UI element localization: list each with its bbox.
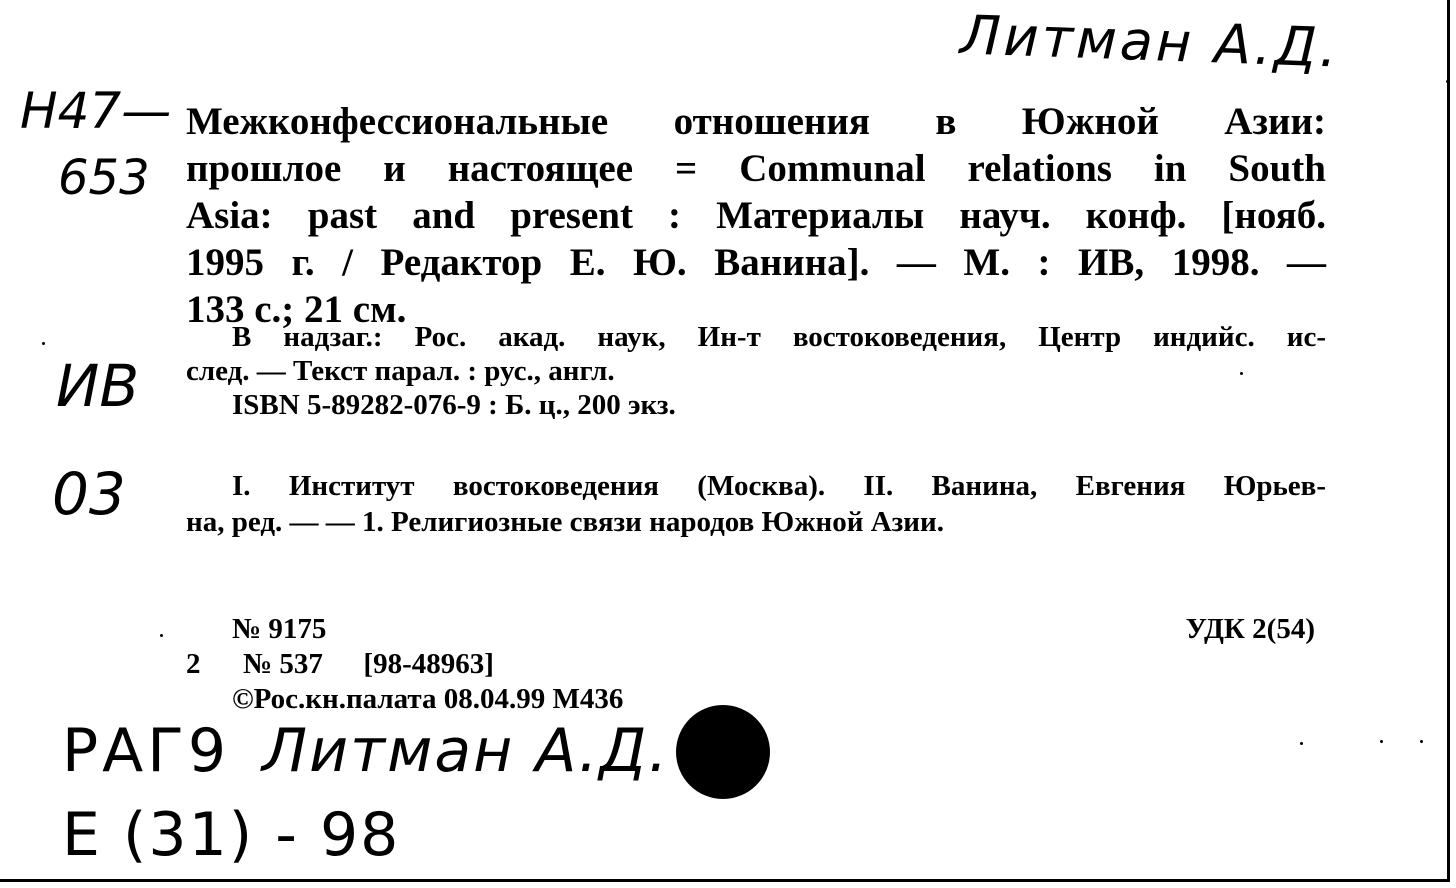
number-1: № 9175 xyxy=(232,613,327,645)
scan-speck xyxy=(160,634,163,637)
record-notes xyxy=(186,320,1326,422)
record-title xyxy=(186,98,1326,333)
title-line: 133 с.; 21 см. xyxy=(186,288,407,331)
scan-speck xyxy=(1446,80,1449,83)
registration-number: [98-48963] xyxy=(363,648,494,680)
scan-speck xyxy=(1380,740,1383,743)
note-line: В надзаг.: Рос. акад. наук, Ин-т востоковедения, Центр индийс. ис- xyxy=(232,321,1326,353)
handwritten-author-top: Литман А.Д. xyxy=(959,3,1341,80)
title-line: Межконфессиональные отношения в Южной Азии: xyxy=(186,100,1326,143)
handwritten-bottom-shelfmark: Е (31) - 98 xyxy=(62,800,401,870)
copies-count: 2 xyxy=(186,648,201,680)
scan-speck xyxy=(42,342,45,345)
handwritten-bottom-author: Литман А.Д. xyxy=(262,716,670,786)
record-subjects xyxy=(186,468,1326,540)
title-line: Asia: past and present : Материалы науч. конф. [нояб. xyxy=(186,194,1326,237)
handwritten-shelf-code: Н47— xyxy=(20,82,172,140)
scan-speck xyxy=(1420,740,1423,743)
scan-speck xyxy=(1300,742,1303,745)
record-footer xyxy=(186,612,623,717)
ink-blot xyxy=(676,705,770,799)
number-line-2 xyxy=(186,647,623,682)
scan-speck xyxy=(1240,372,1243,375)
title-line: прошлое и настоящее = Communal relations in South xyxy=(186,147,1326,190)
handwritten-ib-code: ИВ xyxy=(56,352,140,420)
handwritten-bottom-code: РАГ9 xyxy=(62,716,230,786)
udc-code: УДК 2(54) xyxy=(1185,613,1315,645)
handwritten-shelf-number: 653 xyxy=(58,150,150,206)
subject-line: на, ред. — — 1. Религиозные связи народов Южной Азии. xyxy=(186,506,944,538)
book-chamber-stamp: ©Рос.кн.палата 08.04.99 М436 xyxy=(232,683,624,715)
title-line: 1995 г. / Редактор Е. Ю. Ванина]. — М. : ИВ, 1998. — xyxy=(186,241,1326,284)
handwritten-03-code: 03 xyxy=(52,460,126,528)
number-line-1 xyxy=(186,612,623,647)
chamber-line xyxy=(186,682,623,717)
note-line: след. — Текст парал. : рус., англ. xyxy=(186,355,615,387)
subject-line: I. Институт востоковедения (Москва). II. Ванина, Евгения Юрьев- xyxy=(232,470,1326,502)
number-2: № 537 xyxy=(243,648,323,680)
isbn-line: ISBN 5-89282-076-9 : Б. ц., 200 экз. xyxy=(232,389,676,421)
